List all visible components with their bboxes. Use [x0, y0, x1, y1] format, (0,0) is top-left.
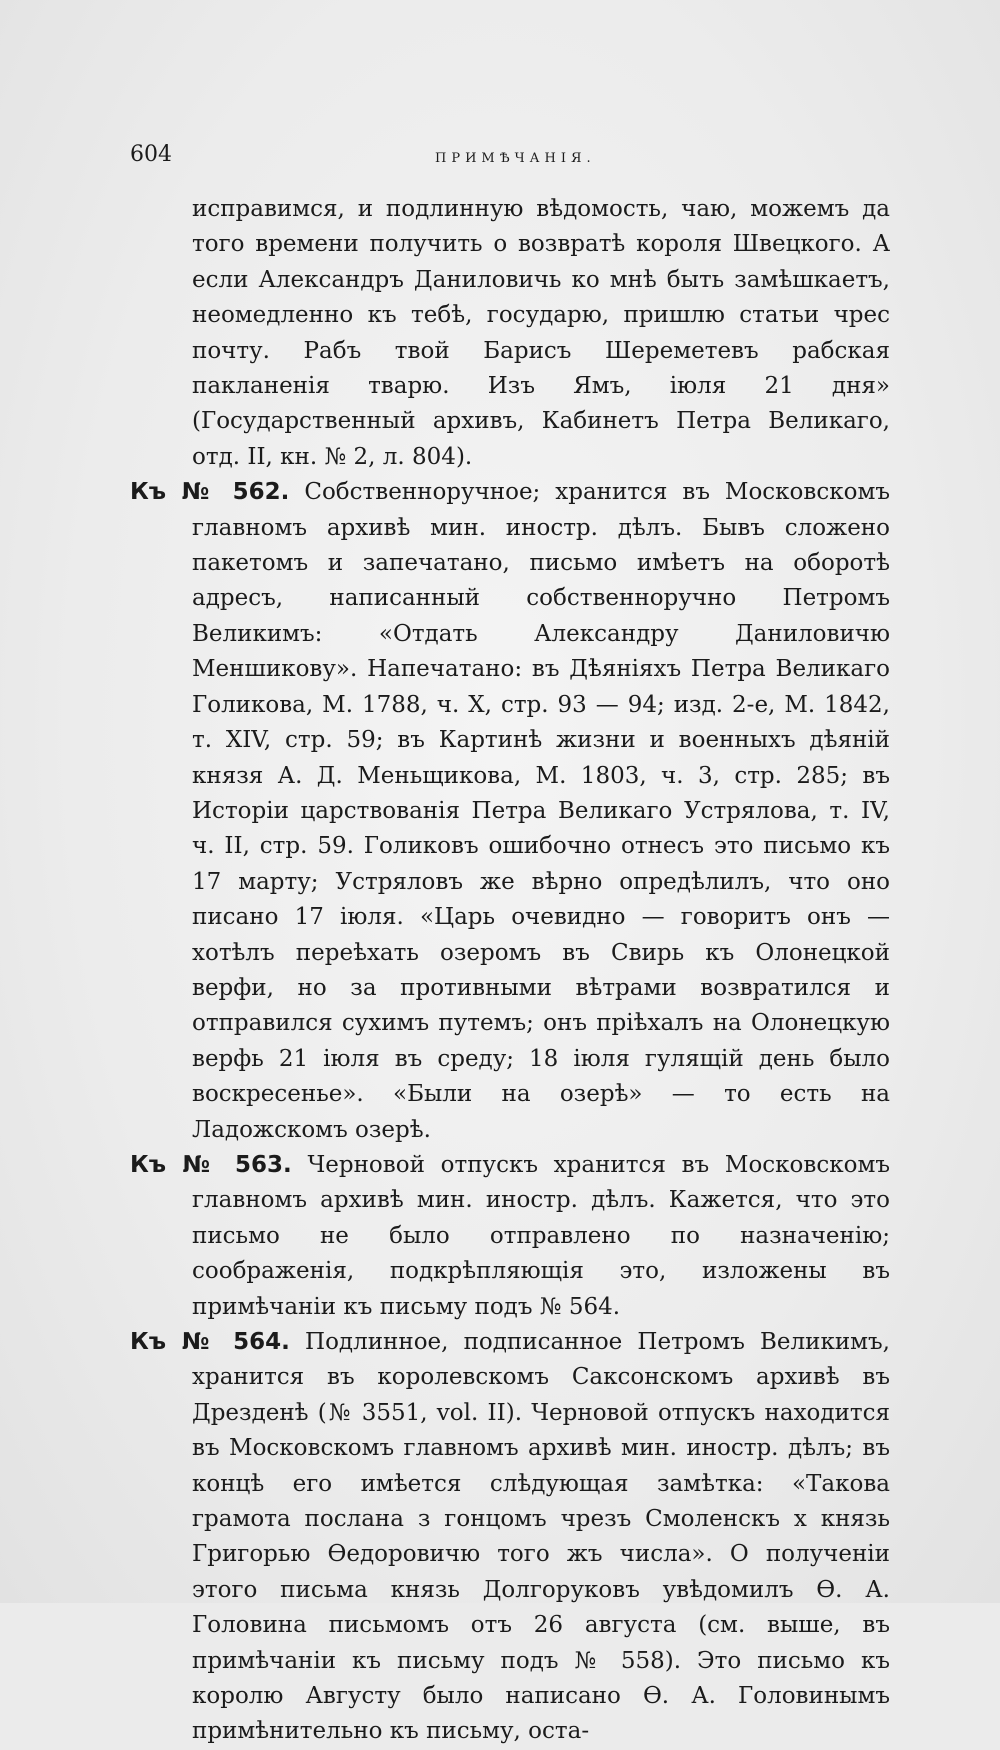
note-564	[130, 1325, 890, 1750]
note-text: Черновой отпускъ хранится въ Московскомъ главномъ архивѣ мин. иностр. дѣлъ. Кажется, что это письмо не было отправлено по назначенію; соображенія, подкрѣпляющія это, изложены въ примѣчаніи къ письму подъ № 564.	[192, 1151, 890, 1320]
note-label: Къ № 564.	[130, 1329, 290, 1355]
page-header	[130, 136, 890, 176]
note-text: Собственноручное; хранится въ Московскомъ главномъ архивѣ мин. иностр. дѣлъ. Бывъ сложено пакетомъ и запечатано, письмо имѣетъ на оборотѣ адресъ, написанный собственноручно Петромъ Великимъ: «Отдать Александру Даниловичю Меншикову». Напечатано: въ Дѣяніяхъ Петра Великаго Голикова, М. 1788, ч. X, стр. 93 — 94; изд. 2-е, М. 1842, т. XIV, стр. 59; въ Картинѣ жизни и военныхъ дѣяній князя А. Д. Меньщикова, М. 1803, ч. 3, стр. 285; въ Исторіи царствованія Петра Великаго Устрялова, т. IV, ч. II, стр. 59. Голиковъ ошибочно отнесъ это письмо къ 17 марту; Устряловъ же вѣрно опредѣлилъ, что оно писано 17 іюля. «Царь очевидно — говоритъ онъ — хотѣлъ переѣхать озеромъ въ Свирь къ Олонецкой верфи, но за противными вѣтрами возвратился и отправился сухимъ путемъ; онъ пріѣхалъ на Олонецкую верфь 21 іюля въ среду; 18 іюля гулящій день было воскресенье». «Были на озерѣ» — то есть на Ладожскомъ озерѣ.	[192, 479, 890, 1143]
note-text: Подлинное, подписанное Петромъ Великимъ, хранится въ королевскомъ Саксонскомъ архивѣ въ Дрезденѣ (№ 3551, vol. II). Черновой отпускъ находится въ Московскомъ главномъ архивѣ мин. иностр. дѣлъ; въ концѣ его имѣется слѣдующая замѣтка: «Такова грамота послана з гонцомъ чрезъ Смоленскъ х князь Григорью Өедоровичю того жъ числа». О полученіи этого письма князь Долгоруковъ увѣдомилъ Ө. А. Головина письмомъ отъ 26 августа (см. выше, въ примѣчаніи къ письму подъ № 558). Это письмо къ королю Августу было написано Ө. А. Головинымъ примѣнительно къ письму, оста-	[192, 1329, 890, 1745]
page-number: 604	[130, 142, 172, 167]
note-562	[130, 475, 890, 1148]
page-body	[130, 192, 890, 1750]
note-label: Къ № 563.	[130, 1151, 292, 1178]
continuation-paragraph: исправимся, и подлинную вѣдомость, чаю, можемъ да того времени получить о возвратѣ короля Швецкого. А если Александръ Даниловичь ко мнѣ быть замѣшкаетъ, неомедленно къ тебѣ, государю, пришлю статьи чрес почту. Рабъ твой Барисъ Шереметевъ рабская пакланенія тварю. Изъ Ямъ, іюля 21 дня» (Государственный архивъ, Кабинетъ Петра Великаго, отд. II, кн. № 2, л. 804).	[192, 196, 890, 470]
note-563	[130, 1148, 890, 1325]
note-label: Къ № 562.	[130, 479, 290, 506]
running-title: ПРИМѢЧАНІЯ.	[435, 151, 596, 166]
